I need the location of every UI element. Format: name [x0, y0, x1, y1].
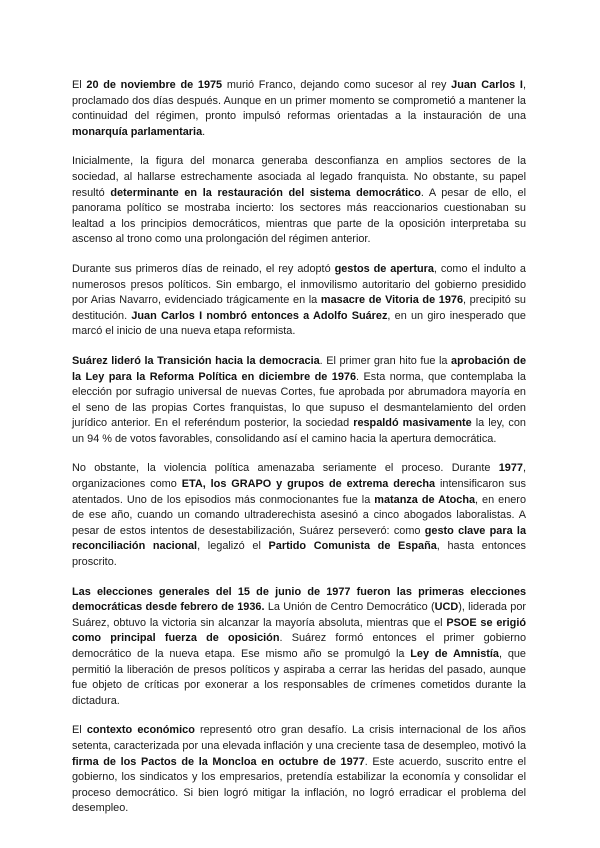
bold-text: masacre de Vitoria de 1976 — [320, 294, 464, 307]
paragraph-3 — [72, 262, 526, 340]
text-run: ), liderada por Suárez, obtuvo la victoria sin alcanzar la mayoría absoluta, mientras que el — [72, 601, 526, 629]
bold-text: Suárez lideró la Transición hacia la democracia — [72, 354, 320, 367]
paragraph-5 — [72, 461, 526, 570]
text-run: . Suárez formó entonces el primer gobierno democrático de la nueva etapa. Ese mismo año se promulgó la — [72, 632, 526, 660]
paragraph-2 — [72, 154, 526, 248]
text-run: El — [72, 724, 87, 737]
bold-text: Ley de Amnistía — [410, 648, 499, 660]
bold-text: gesto clave para la reconciliación nacional — [72, 524, 527, 553]
text-run: murió Franco, dejando como sucesor al rey — [222, 79, 452, 91]
bold-text: firma de los Pactos de la Moncloa en octubre de 1977 — [72, 755, 365, 768]
text-run: , legalizó el — [197, 540, 269, 553]
text-run: , precipitó su destitución. — [72, 294, 526, 322]
bold-text: respaldó masivamente — [353, 417, 472, 430]
text-run: El — [72, 79, 87, 91]
text-run: , en un giro inesperado que marcó el inicio de una nueva etapa reformista. — [72, 309, 526, 338]
text-run: , que permitió la liberación de presos políticos y aspiraba a cerrar las heridas del pasado, aunque fue objeto de críticas por exonerar a los responsables de crímenes cometidos durante la dictadura. — [72, 648, 526, 707]
bold-text: Partido Comunista de España — [268, 540, 437, 553]
text-run: Durante sus primeros días de reinado, el rey adoptó — [72, 262, 335, 275]
bold-text: PSOE se erigió como principal fuerza de oposición — [72, 616, 526, 645]
text-run: . Esta norma, que contemplaba la elección por sufragio universal de nuevas Cortes, fue aprobada por abrumadora mayoría en el seno de las propias Cortes franquistas, lo que supuso el desmantelamiento del orden jurídico anterior. En el referéndum posterior, la sociedad — [72, 370, 526, 430]
bold-text: matanza de Atocha — [374, 493, 476, 506]
bold-text: Las elecciones generales del 15 de junio de 1977 fueron las primeras elecciones democráticas desde febrero de 1936. — [72, 585, 526, 614]
text-run: , como el indulto a numerosos presos políticos. Sin embargo, el inmovilismo autoritario del gobierno presidido por Arias Navarro, evidenciado trágicamente en la — [72, 262, 526, 307]
text-run: , organizaciones como — [72, 462, 526, 491]
text-run: Inicialmente, la figura del monarca generaba desconfianza en amplios sectores de la sociedad, al hallarse estrechamente asociada al legado franquista. No obstante, su papel resultó — [72, 155, 526, 199]
bold-text: UCD — [434, 601, 459, 614]
paragraph-7 — [72, 723, 526, 817]
document-body — [72, 78, 526, 831]
text-run: . Este acuerdo, suscrito entre el gobierno, los sindicatos y los empresarios, pretendía estabilizar la economía y consolidar el proceso democrático. Si bien logró mitigar la inflación, no logró erradicar el problema del desempleo. — [72, 755, 526, 815]
bold-text: contexto económico — [86, 724, 195, 737]
bold-text: 20 de noviembre de 1975 — [86, 79, 223, 91]
text-run: . A pesar de ello, el panorama político se mostraba incierto: los sectores más reaccionarios cuestionaban su lealtad a los principios democráticos, mientras que parte de la oposición interpretaba su ascenso al trono como una prolongación del régimen anterior. — [72, 186, 527, 246]
text-run: representó otro gran desafío. La crisis internacional de los años setenta, caracterizada por una elevada inflación y una creciente tasa de desempleo, motivó la — [72, 724, 526, 752]
text-run: . — [202, 125, 206, 138]
text-run: , proclamado dos días después. Aunque en un primer momento se comprometió a mantener la continuidad del régimen, pronto impulsó reformas orientadas a la instauración de una — [72, 79, 526, 123]
bold-text: gestos de apertura — [334, 262, 434, 275]
bold-text: determinante en la restauración del sistema democrático — [110, 186, 421, 199]
bold-text: aprobación de la Ley para la Reforma Política en diciembre de 1976 — [72, 354, 526, 383]
bold-text: monarquía parlamentaria — [72, 125, 203, 138]
text-run: la ley, con un 94 % de votos favorables, consolidando así el camino hacia la apertura democrática. — [72, 417, 526, 445]
bold-text: ETA, los GRAPO y grupos de extrema derecha — [181, 478, 436, 491]
bold-text: Juan Carlos I nombró entonces a Adolfo Suárez — [131, 309, 388, 322]
paragraph-6 — [72, 585, 526, 710]
text-run: , hasta entonces proscrito. — [72, 540, 527, 569]
text-run: La Unión de Centro Democrático ( — [264, 601, 435, 614]
paragraph-4 — [72, 354, 526, 448]
bold-text: Juan Carlos I — [451, 79, 523, 91]
paragraph-1 — [72, 78, 526, 140]
text-run: , en enero de ese año, cuando un comando ultraderechista asesinó a cinco abogados laboralistas. A pesar de estos intentos de desestabilización, Suárez perseveró: como — [72, 493, 526, 537]
text-run: . El primer gran hito fue la — [319, 354, 452, 367]
text-run: No obstante, la violencia política amenazaba seriamente el proceso. Durante — [72, 462, 499, 475]
text-run: intensificaron sus atentados. Uno de los episodios más conmocionantes fue la — [72, 478, 526, 506]
bold-text: 1977 — [498, 462, 523, 475]
